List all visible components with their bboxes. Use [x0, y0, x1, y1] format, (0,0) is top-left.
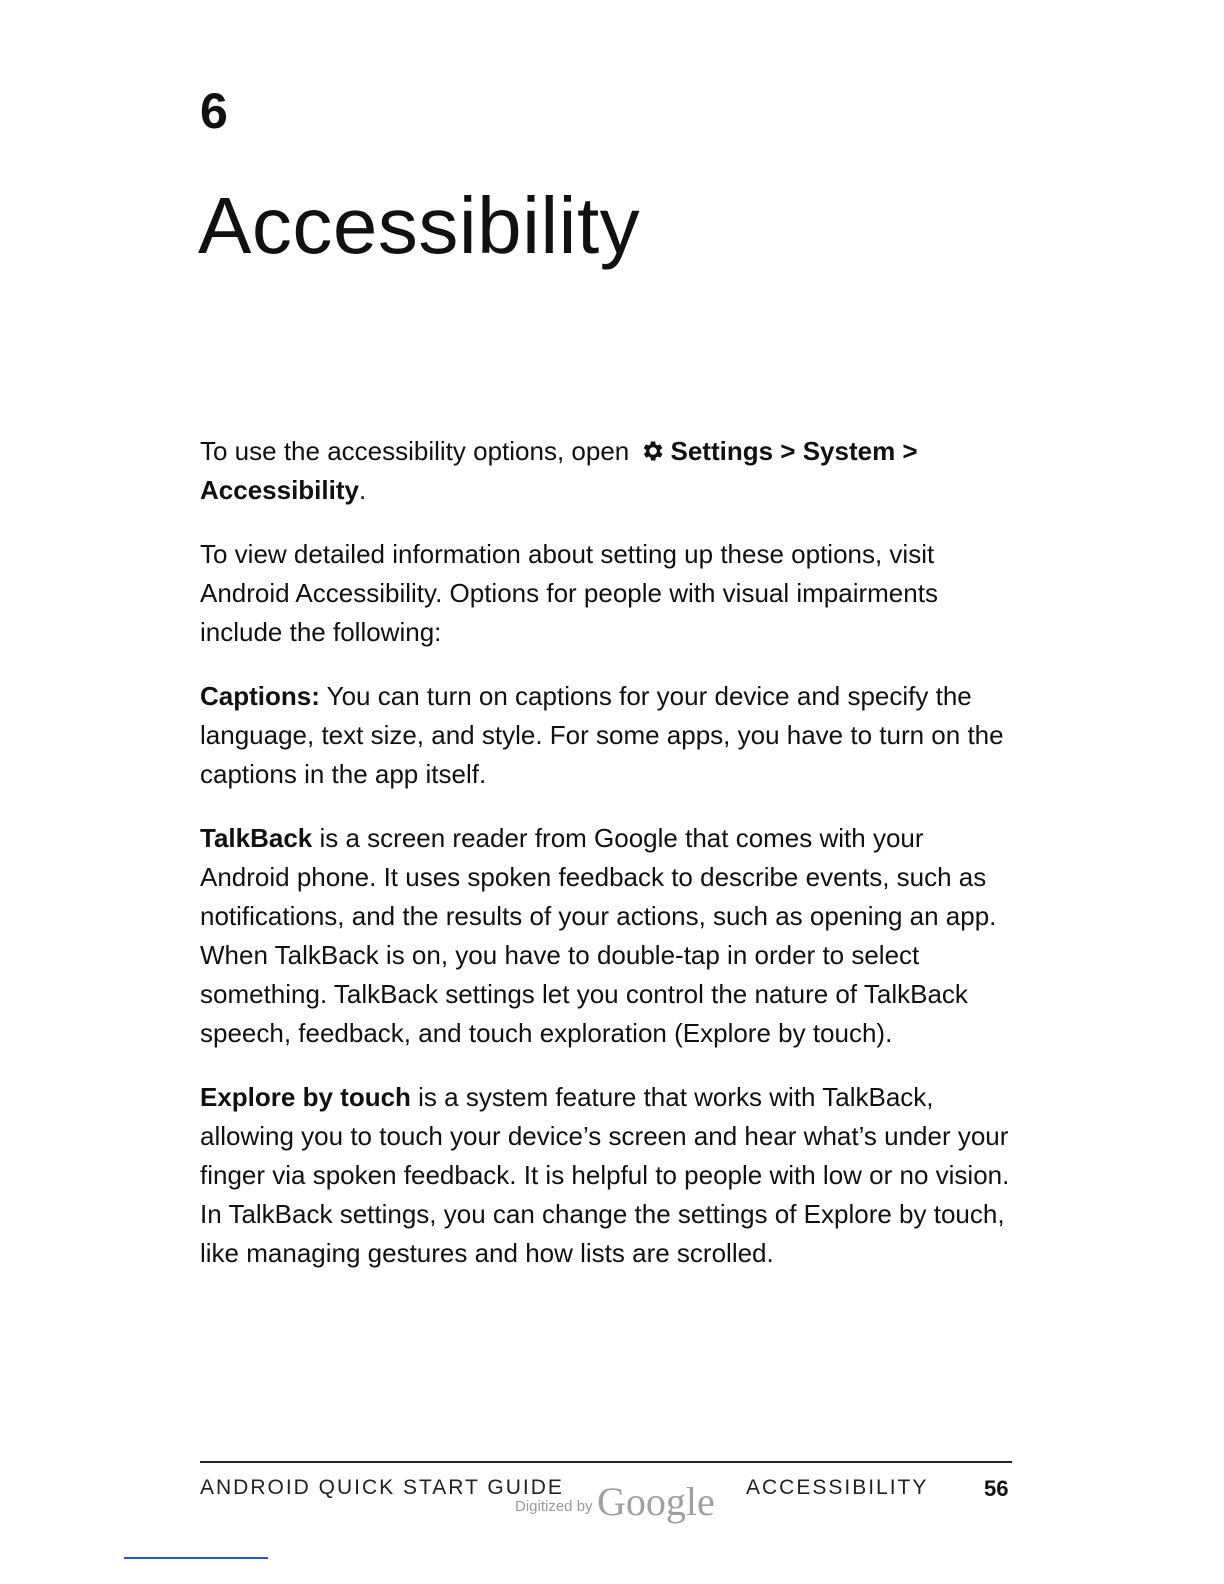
explore-description: is a system feature that works with TalkBack, allowing you to touch your device’s screen and hear what’s under your finger via spoken feedback. It is helpful to people with low or no vision. In TalkBack settings, you can change the settings of Explore by touch, like managing gestures and how lists are scrolled.	[200, 1082, 1010, 1268]
paragraph-talkback	[200, 819, 1016, 1053]
term-talkback: TalkBack	[200, 823, 313, 853]
watermark-prefix: Digitized by	[515, 1498, 593, 1515]
footer-divider	[200, 1461, 1012, 1463]
footer-section-title: ACCESSIBILITY	[746, 1476, 929, 1499]
paragraph-details: To view detailed information about setting up these options, visit Android Accessibility. Options for people with visual impairments include the following:	[200, 539, 938, 647]
paragraph-intro: To use the accessibility options, open	[200, 436, 630, 466]
google-logo: Google	[597, 1479, 715, 1524]
paragraph-explore-by-touch	[200, 1078, 1016, 1273]
google-watermark	[515, 1478, 715, 1525]
talkback-description: is a screen reader from Google that comes with your Android phone. It uses spoken feedback to describe events, such as notifications, and the results of your actions, such as opening an app. When TalkBack is on, you have to double-tap in order to select something. TalkBack settings let you control the nature of TalkBack speech, feedback, and touch exploration (Explore by touch).	[200, 823, 997, 1048]
paragraph-settings-path	[200, 432, 1016, 510]
chapter-title: Accessibility	[198, 181, 641, 270]
paragraph-captions	[200, 677, 1016, 794]
footer-book-title: ANDROID QUICK START GUIDE	[200, 1476, 564, 1499]
gear-icon	[639, 438, 665, 464]
chapter-number: 6	[200, 83, 228, 139]
body-text	[200, 432, 1016, 1298]
term-explore-by-touch: Explore by touch	[200, 1082, 411, 1112]
term-captions: Captions:	[200, 681, 320, 711]
paragraph-end: .	[358, 475, 367, 505]
settings-path: Settings > System > Accessibility	[200, 436, 918, 505]
scan-link-underline	[124, 1557, 268, 1559]
captions-description: You can turn on captions for your device and specify the language, text size, and style. For some apps, you have to turn on the captions in the app itself.	[200, 681, 1004, 789]
page-number: 56	[984, 1476, 1009, 1501]
